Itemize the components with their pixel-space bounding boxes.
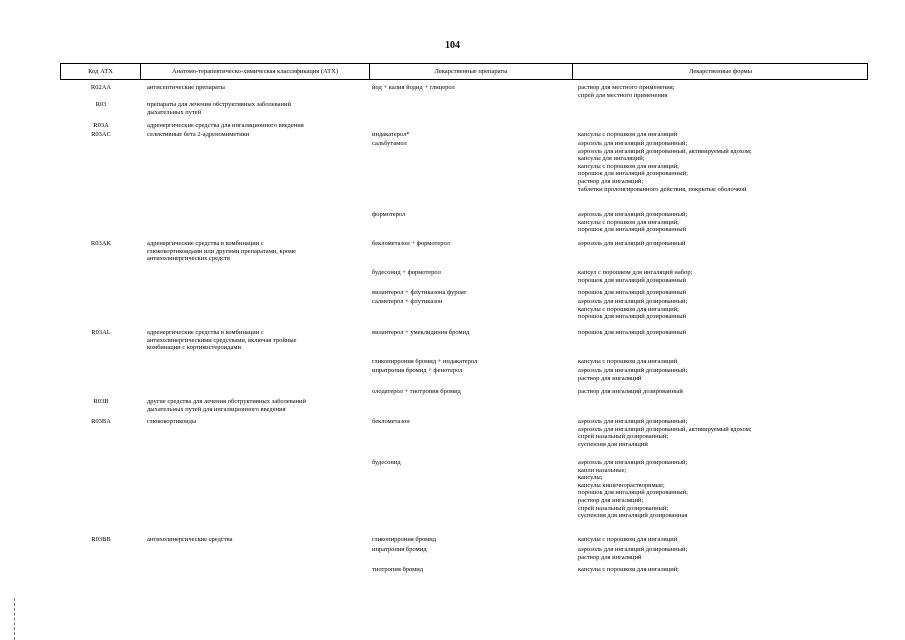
table-header (60, 63, 868, 80)
atc-code: R03B (93, 398, 109, 405)
atc-code: R03A (93, 122, 109, 129)
atc-code: R03AK (90, 240, 112, 247)
dosage-form: порошок для ингаляций дозированный (578, 226, 687, 234)
dosage-form: капсулы для ингаляций; (578, 155, 645, 163)
dosage-form: таблетки пролонгированного действия, покрытые оболочкой (578, 185, 747, 193)
header-drugs: Лекарственные препараты (434, 68, 508, 75)
drug-name: беклометазон (372, 418, 410, 425)
atc-code: R03BB (91, 536, 111, 543)
dosage-form: раствор для местного применения; (578, 84, 675, 91)
drug-name: индакатерол* (372, 131, 410, 138)
drug-name: беклометазон + формотерол (372, 240, 450, 247)
classification-text: препараты для лечения обструктивных заболеваний (147, 101, 291, 108)
drug-name: йод + калия йодид + глицерол (372, 84, 455, 91)
atc-code: R03BA (91, 418, 111, 425)
dosage-form: порошок для ингаляций дозированный (578, 329, 687, 336)
dosage-form: порошок для ингаляций дозированный; (578, 170, 688, 178)
dosage-form: раствор для ингаляций (578, 374, 642, 382)
classification-text: адренергические средства для ингаляционного введения (147, 122, 304, 129)
header-classification: Анатомо-терапевтическо-химическая классификация (АТХ) (171, 68, 339, 75)
classification-text: дыхательных путей (147, 108, 202, 116)
dosage-form: спрей для местного применения (578, 91, 668, 99)
drug-name: ипратропия бромид + фенотерол (372, 367, 463, 374)
header-code: Код АТХ (88, 68, 113, 75)
dosage-form: аэрозоль для ингаляций дозированный; (578, 211, 688, 218)
classification-text: глюкокортикоидами или другими препаратами, кроме (147, 247, 297, 255)
dosage-form: капсулы; (578, 474, 603, 482)
dosage-form: раствор для ингаляций; (578, 178, 644, 185)
dosage-form: капсулы с порошком для ингаляций (578, 131, 678, 138)
drug-name: олодатерол + тиотропия бромид (372, 388, 461, 395)
dosage-form: порошок для ингаляций дозированный; (578, 489, 688, 497)
dosage-form: аэрозоль для ингаляций дозированный, активируемый вдохом; (578, 425, 752, 433)
dosage-form: капсулы кишечнорастворимые; (578, 481, 665, 489)
classification-text: антихолинергическими средствами, включая тройные (147, 336, 297, 344)
dosage-form: аэрозоль для ингаляций дозированный; (578, 298, 688, 305)
dosage-form: спрей назальный дозированный; (578, 433, 669, 441)
drug-name: ипратропия бромид (372, 546, 427, 553)
classification-text: адренергические средства в комбинации с (147, 240, 264, 247)
dosage-form: порошок для ингаляций дозированный (578, 276, 687, 284)
classification-text: дыхательных путей для ингаляционного введения (147, 405, 286, 413)
classification-text: антихолинергические средства (147, 536, 233, 543)
drug-name: гликопиррония бромид (372, 536, 436, 543)
header-forms: Лекарственные формы (688, 68, 752, 75)
dosage-form: капсулы с порошком для ингаляций (578, 536, 678, 543)
dosage-form: капсул с порошком для ингаляций набор; (578, 269, 693, 276)
dosage-form: аэрозоль для ингаляций дозированный; (578, 140, 688, 147)
dosage-form: порошок для ингаляций дозированный (578, 313, 687, 321)
atc-code: R03 (95, 101, 107, 108)
drug-name: гликопиррония бромид + индакатерол (372, 358, 478, 365)
header-divider (140, 64, 141, 79)
page-number: 104 (445, 40, 460, 51)
drug-name: вилантерол + флутиказона фуроат (372, 289, 467, 296)
dosage-form: суспензия для ингаляций (578, 440, 648, 448)
drug-name: тиотропия бромид (372, 566, 424, 573)
scan-margin-mark (14, 598, 15, 640)
atc-code: R03AC (91, 131, 111, 138)
classification-text: антихолинергических средств (147, 255, 231, 263)
dosage-form: аэрозоль для ингаляций дозированный, активируемый вдохом; (578, 147, 752, 155)
dosage-form: аэрозоль для ингаляций дозированный (578, 240, 686, 247)
classification-text: глюкокортикоиды (147, 418, 197, 425)
dosage-form: раствор для ингаляций; (578, 497, 644, 504)
dosage-form: аэрозоль для ингаляций дозированный; (578, 367, 688, 374)
dosage-form: аэрозоль для ингаляций дозированный; (578, 418, 688, 425)
classification-text: комбинации с кортикостероидами (147, 344, 241, 352)
dosage-form: капсулы с порошком для ингаляций; (578, 305, 679, 313)
atc-code: R02AA (90, 84, 112, 91)
dosage-form: капсулы с порошком для ингаляций; (578, 162, 679, 170)
drug-name: будесонид (372, 459, 401, 466)
dosage-form: капли назальные; (578, 466, 627, 474)
drug-name: будесонид + формотерол (372, 269, 441, 276)
dosage-form: порошок для ингаляций дозированный (578, 289, 687, 296)
dosage-form: суспензия для ингаляций дозированная (578, 512, 688, 520)
drug-name: сальбутамол (372, 140, 407, 147)
classification-text: адренергические средства в комбинации с (147, 329, 264, 336)
dosage-form: раствор для ингаляций дозированный (578, 388, 683, 395)
classification-text: селективные бета 2-адреномиметики (147, 131, 250, 138)
classification-text: другие средства для лечения обструктивных заболеваний (147, 398, 307, 405)
classification-text: антисептические препараты (147, 84, 225, 91)
dosage-form: спрей назальный дозированный; (578, 504, 669, 512)
drug-name: формотерол (372, 211, 406, 218)
dosage-form: капсулы с порошком для ингаляций; (578, 218, 679, 226)
dosage-form: аэрозоль для ингаляций дозированный; (578, 546, 688, 553)
atc-code: R03AL (91, 329, 111, 336)
dosage-form: капсулы с порошком для ингаляций (578, 358, 678, 365)
drug-name: салметерол + флутиказон (372, 298, 443, 305)
dosage-form: раствор для ингаляций (578, 553, 642, 561)
drug-name: вилантерол + умеклидиния бромид (372, 329, 470, 336)
dosage-form: аэрозоль для ингаляций дозированный; (578, 459, 688, 466)
dosage-form: капсулы с порошком для ингаляций; (578, 566, 679, 573)
